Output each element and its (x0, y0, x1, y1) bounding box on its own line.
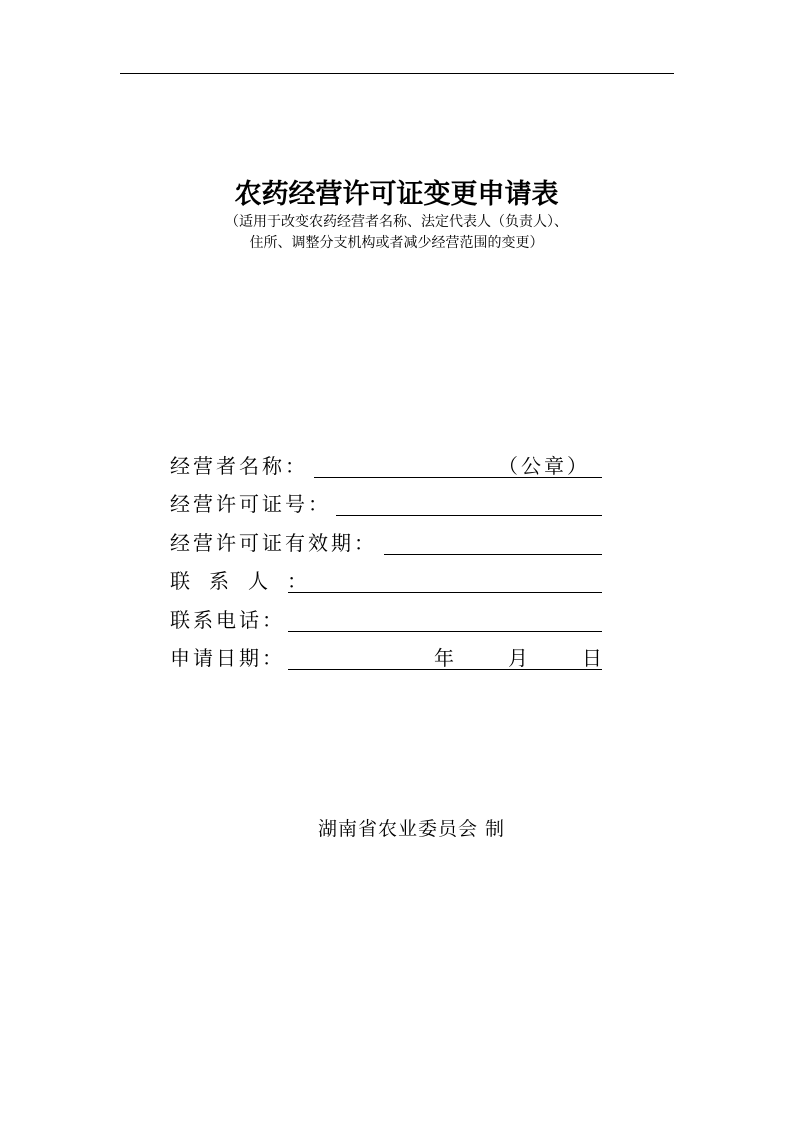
contact-phone-field[interactable] (170, 606, 602, 634)
license-number-underline[interactable] (336, 515, 602, 516)
contact-person-label: 联系人： (170, 569, 326, 593)
contact-phone-label: 联系电话： (170, 608, 285, 632)
license-validity-underline[interactable] (384, 554, 602, 555)
form-subtitle-line2: 住所、调整分支机构或者减少经营范围的变更） (249, 235, 544, 251)
contact-person-field[interactable] (170, 567, 602, 595)
seal-label: （公章） (498, 454, 590, 478)
issuer-footer: 湖南省农业委员会 制 (318, 818, 506, 840)
license-number-field[interactable] (170, 490, 602, 518)
month-label: 月 (508, 646, 528, 670)
form-title: 农药经营许可证变更申请表 (234, 179, 559, 210)
year-label: 年 (434, 646, 454, 670)
license-validity-label: 经营许可证有效期： (170, 531, 377, 555)
business-name-field[interactable] (170, 452, 602, 480)
contact-person-underline[interactable] (288, 592, 602, 593)
top-rule (120, 73, 674, 74)
day-label: 日 (582, 646, 602, 670)
application-date-label: 申请日期： (170, 646, 285, 670)
application-date-field[interactable] (170, 644, 602, 672)
contact-phone-underline[interactable] (288, 631, 602, 632)
form-subtitle-line1: （适用于改变农药经营者名称、法定代表人（负责人）、 (225, 214, 568, 230)
license-validity-field[interactable] (170, 529, 602, 557)
license-number-label: 经营许可证号： (170, 492, 331, 516)
business-name-label: 经营者名称： (170, 454, 308, 478)
